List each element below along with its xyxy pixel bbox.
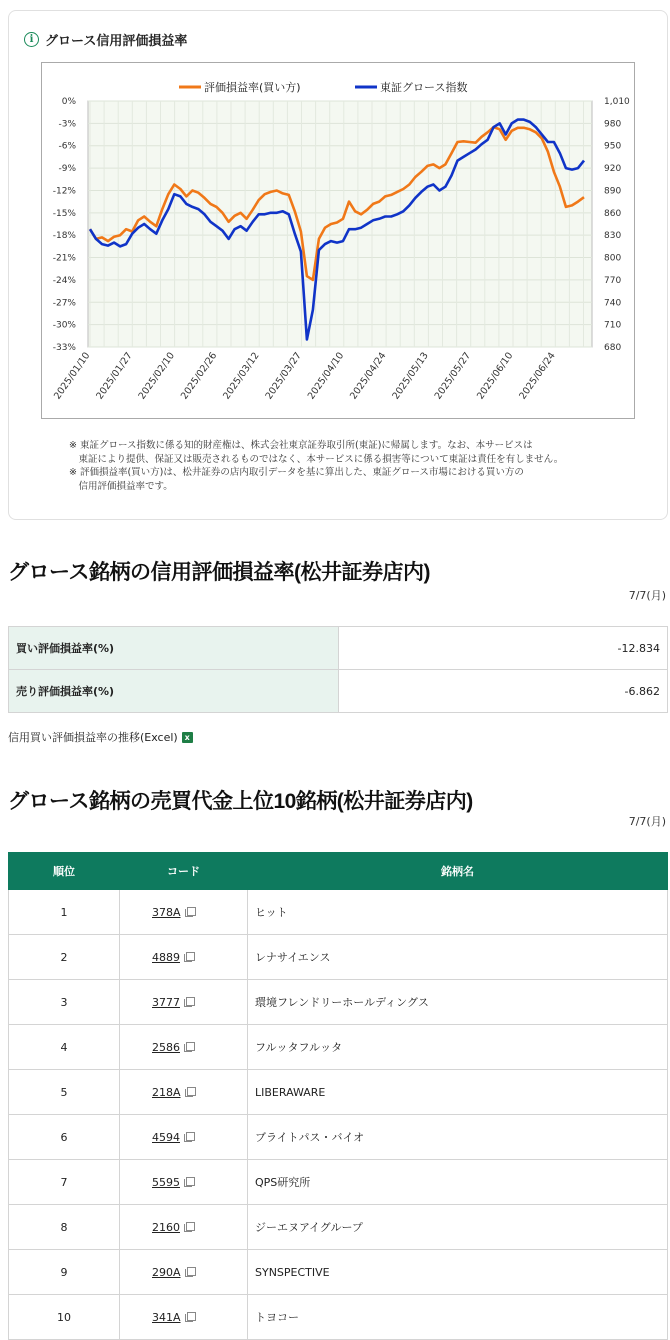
stock-code-link[interactable]: 218A — [152, 1085, 181, 1099]
y-left-tick-label: -3% — [58, 119, 76, 130]
table-row — [9, 1250, 668, 1295]
y-right-tick-label: 740 — [604, 298, 622, 309]
margin-chart-card — [8, 10, 668, 520]
ranking-section-title: グロース銘柄の売買代金上位10銘柄(松井証券店内) — [8, 790, 473, 813]
copy-icon[interactable] — [185, 1087, 195, 1097]
y-left-tick-label: -21% — [52, 253, 76, 264]
copy-icon[interactable] — [185, 907, 195, 917]
code-cell — [120, 890, 248, 935]
y-right-tick-label: 980 — [604, 119, 622, 130]
stock-code-link[interactable]: 2160 — [152, 1220, 180, 1234]
table-row — [9, 1205, 668, 1250]
table-row — [9, 980, 668, 1025]
y-left-tick-label: -24% — [52, 275, 76, 286]
y-left-tick-label: -6% — [58, 141, 76, 152]
stock-name-cell: 環境フレンドリーホールディングス — [248, 980, 668, 1025]
stock-code-link[interactable]: 4594 — [152, 1130, 180, 1144]
legend-label: 東証グロース指数 — [380, 81, 468, 94]
buy-eval-value: -12.834 — [339, 627, 668, 670]
excel-download-link[interactable] — [8, 729, 193, 745]
y-right-tick-label: 710 — [604, 320, 622, 331]
header-name: 銘柄名 — [248, 853, 668, 890]
margin-eval-table — [8, 626, 668, 713]
stock-code-link[interactable]: 378A — [152, 905, 181, 919]
copy-icon[interactable] — [185, 1312, 195, 1322]
card-title — [24, 30, 187, 49]
y-left-tick-label: -33% — [52, 343, 76, 353]
table-row — [9, 670, 668, 713]
stock-name-cell: SYNSPECTIVE — [248, 1250, 668, 1295]
stock-name-cell: ジーエヌアイグループ — [248, 1205, 668, 1250]
stock-name-cell: フルッタフルッタ — [248, 1025, 668, 1070]
stock-name-cell: ヒット — [248, 890, 668, 935]
rank-cell: 10 — [9, 1295, 120, 1340]
disclaimer-notes — [69, 439, 629, 493]
y-left-tick-label: -27% — [52, 298, 76, 309]
rank-cell: 4 — [9, 1025, 120, 1070]
info-icon[interactable]: i — [24, 32, 39, 47]
x-tick-label: 2025/04/10 — [305, 350, 347, 402]
y-left-tick-label: 0% — [61, 97, 76, 107]
x-tick-label: 2025/05/27 — [432, 350, 474, 402]
y-left-tick-label: -18% — [52, 231, 76, 242]
y-right-tick-label: 770 — [604, 275, 622, 286]
stock-name-cell: レナサイエンス — [248, 935, 668, 980]
x-tick-label: 2025/03/27 — [263, 350, 304, 402]
y-right-tick-label: 680 — [604, 343, 622, 353]
y-right-tick-label: 950 — [604, 141, 622, 152]
x-tick-label: 2025/06/24 — [517, 350, 558, 402]
code-cell — [120, 1115, 248, 1160]
table-row — [9, 1025, 668, 1070]
rank-cell: 6 — [9, 1115, 120, 1160]
table-row — [9, 1070, 668, 1115]
note-line: ※ 評価損益率(買い方)は、松井証券の店内取引データを基に算出した、東証グロース市場における買い方の — [69, 467, 524, 478]
margin-chart — [42, 63, 634, 418]
code-cell — [120, 1205, 248, 1250]
table-row — [9, 1295, 668, 1340]
stock-name-cell: QPS研究所 — [248, 1160, 668, 1205]
excel-link-text[interactable]: 信用買い評価損益率の推移(Excel) — [8, 731, 178, 744]
rank-cell: 2 — [9, 935, 120, 980]
x-tick-label: 2025/02/10 — [136, 350, 178, 402]
plot-area — [88, 101, 592, 347]
y-left-tick-label: -12% — [52, 186, 76, 197]
x-tick-label: 2025/04/24 — [348, 350, 389, 402]
y-left-tick-label: -30% — [52, 320, 76, 331]
sell-eval-label: 売り評価損益率(%) — [9, 670, 339, 713]
ranking-table — [8, 852, 668, 1340]
copy-icon[interactable] — [184, 997, 194, 1007]
rank-cell: 8 — [9, 1205, 120, 1250]
table-row — [9, 890, 668, 935]
legend-label: 評価損益率(買い方) — [204, 81, 301, 94]
table-row — [9, 1160, 668, 1205]
x-tick-label: 2025/01/10 — [52, 350, 93, 402]
stock-name-cell: トヨコー — [248, 1295, 668, 1340]
y-right-tick-label: 800 — [604, 253, 622, 264]
rank-cell: 5 — [9, 1070, 120, 1115]
stock-code-link[interactable]: 2586 — [152, 1040, 180, 1054]
rank-cell: 3 — [9, 980, 120, 1025]
x-tick-label: 2025/01/27 — [94, 350, 135, 402]
x-tick-label: 2025/05/13 — [390, 350, 431, 402]
y-right-tick-label: 890 — [604, 186, 622, 197]
y-right-tick-label: 830 — [604, 231, 622, 242]
x-tick-label: 2025/02/26 — [178, 350, 220, 402]
table-row — [9, 627, 668, 670]
code-cell — [120, 1250, 248, 1295]
stock-code-link[interactable]: 341A — [152, 1310, 181, 1324]
stock-code-link[interactable]: 5595 — [152, 1175, 180, 1189]
rank-cell: 9 — [9, 1250, 120, 1295]
chart-container — [41, 62, 635, 419]
card-title-text: グロース信用評価損益率 — [45, 34, 188, 49]
stock-code-link[interactable]: 3777 — [152, 995, 180, 1009]
note-line: ※ 東証グロース指数に係る知的財産権は、株式会社東京証券取引所(東証)に帰属します。なお、本サービスは — [69, 440, 533, 451]
ranking-section-date: 7/7(月) — [628, 815, 666, 828]
copy-icon[interactable] — [185, 1267, 195, 1277]
code-cell — [120, 1070, 248, 1115]
header-code: コード — [120, 853, 248, 890]
stock-name-cell: LIBERAWARE — [248, 1070, 668, 1115]
rank-cell: 7 — [9, 1160, 120, 1205]
y-right-tick-label: 1,010 — [604, 97, 630, 107]
code-cell — [120, 980, 248, 1025]
y-left-tick-label: -15% — [52, 208, 76, 219]
code-cell — [120, 1160, 248, 1205]
margin-section-date: 7/7(月) — [628, 589, 666, 602]
note-line: 東証により提供、保証又は販売されるものではなく、本サービスに係る損害等について東証は責任を有しません。 — [69, 453, 564, 465]
table-header-row — [9, 853, 668, 890]
y-right-tick-label: 860 — [604, 208, 622, 219]
y-right-tick-label: 920 — [604, 164, 622, 175]
code-cell — [120, 935, 248, 980]
sell-eval-value: -6.862 — [339, 670, 668, 713]
x-tick-label: 2025/03/12 — [221, 350, 262, 402]
copy-icon[interactable] — [184, 1042, 194, 1052]
note-line: 信用評価損益率です。 — [69, 480, 173, 492]
table-row — [9, 1115, 668, 1160]
table-row — [9, 935, 668, 980]
code-cell — [120, 1295, 248, 1340]
copy-icon[interactable] — [184, 1132, 194, 1142]
margin-section-title: グロース銘柄の信用評価損益率(松井証券店内) — [8, 561, 430, 584]
code-cell — [120, 1025, 248, 1070]
stock-code-link[interactable]: 290A — [152, 1265, 181, 1279]
y-left-tick-label: -9% — [58, 164, 76, 175]
copy-icon[interactable] — [184, 1222, 194, 1232]
header-rank: 順位 — [9, 853, 120, 890]
x-tick-label: 2025/06/10 — [475, 350, 516, 402]
stock-code-link[interactable]: 4889 — [152, 950, 180, 964]
stock-name-cell: ブライトパス・バイオ — [248, 1115, 668, 1160]
copy-icon[interactable] — [184, 1177, 194, 1187]
buy-eval-label: 買い評価損益率(%) — [9, 627, 339, 670]
copy-icon[interactable] — [184, 952, 194, 962]
rank-cell: 1 — [9, 890, 120, 935]
excel-icon[interactable]: x — [182, 732, 193, 743]
